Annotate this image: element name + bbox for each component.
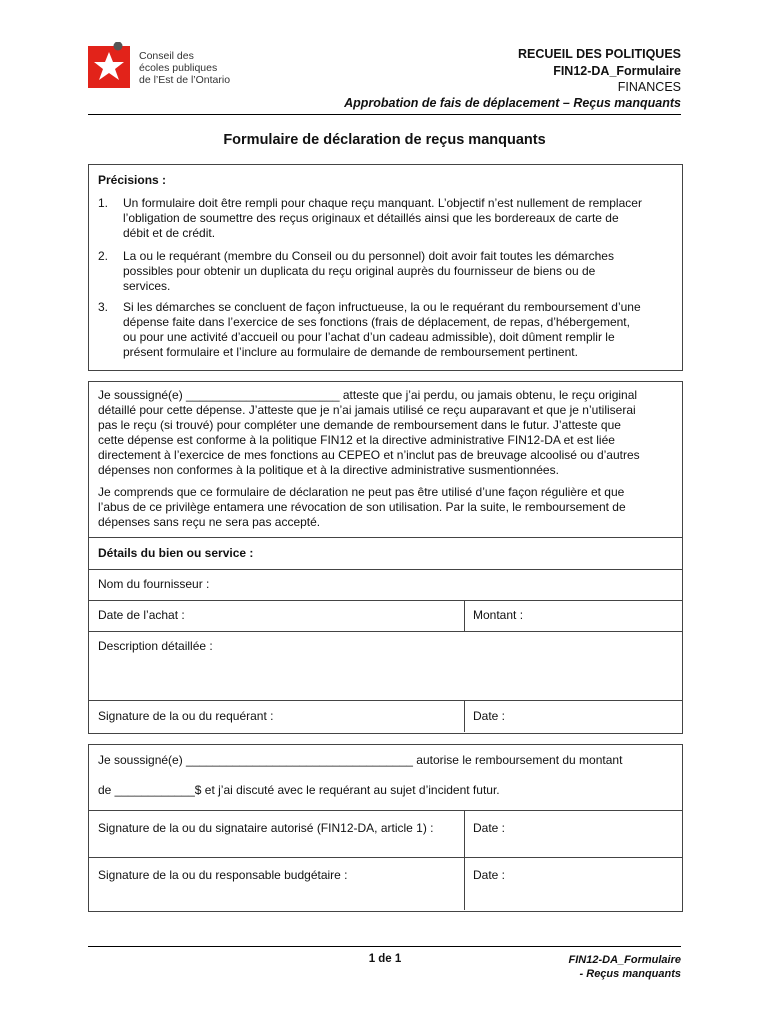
column-divider [464,700,465,732]
item-number: 1. [98,196,109,210]
text-line: l’obligation de soumettre des reçus originaux et détaillés ainsi que les bordereaux de carte de [123,211,619,225]
text-line: cette dépense est conforme à la politique FIN12 et la directive administrative FIN12-DA et est liée [98,433,615,447]
row-divider [89,569,682,570]
header-collection: RECUEIL DES POLITIQUES [518,47,681,61]
details-heading: Détails du bien ou service : [98,546,254,560]
row-divider [89,537,682,538]
authorization-line-2: de ____________$ et j’ai discuté avec le requérant au sujet d’incident futur. [98,783,500,797]
item-number: 3. [98,300,109,314]
authorization-line-1: Je soussigné(e) __________________________________ autorise le remboursement du montant [98,753,623,767]
header-department: FINANCES [617,80,681,94]
supplier-name-field[interactable]: Nom du fournisseur : [98,577,210,591]
row-divider [89,857,682,858]
row-divider [89,700,682,701]
text-line: directement à l’exercice de mes fonctions au CEPEO et n’inclut pas de breuvage alcoolisé ou d’autres [98,448,640,462]
text-line: présent formulaire et l’inclure au formulaire de demande de remboursement pertinent. [123,345,578,359]
amount-field[interactable]: Montant : [473,608,524,622]
text-line: Je soussigné(e) _______________________ atteste que j’ai perdu, ou jamais obtenu, le reçu original [98,388,638,402]
footer-reference [569,953,681,981]
declaration-paragraph-2 [98,485,626,530]
text-line: dépenses non conformes à la politique et à la directive administrative susmentionnées. [98,463,559,477]
text-line: Si les démarches se concluent de façon infructueuse, la ou le requérant du remboursement d’une [123,300,641,314]
precisions-heading: Précisions : [98,173,167,187]
requester-date-field[interactable]: Date : [473,709,506,723]
text-line: débit et de crédit. [123,226,216,240]
requester-signature-field[interactable]: Signature de la ou du requérant : [98,709,274,723]
signatory-date-field[interactable]: Date : [473,821,506,835]
logo-line-2: écoles publiques [139,62,218,74]
text-line: l’abus de ce privilège entamera une révocation de son utilisation. Par la suite, le remboursement de [98,500,626,514]
signatory-signature-field[interactable]: Signature de la ou du signataire autorisé (FIN12-DA, article 1) : [98,821,434,835]
text-line: dépenses sans reçu ne sera pas accepté. [98,515,321,529]
budget-manager-date-field[interactable]: Date : [473,868,506,882]
declaration-paragraph-1 [98,388,640,478]
row-divider [89,631,682,632]
declaration-box [88,381,683,734]
precision-item-1 [123,196,642,241]
text-line: détaillé pour cette dépense. J’atteste que je n’ai jamais utilisé ce reçu auparavant et que je n’utiliserai [98,403,636,417]
authorization-box [88,744,683,912]
header-subject: Approbation de fais de déplacement – Reçus manquants [344,96,681,110]
page-number: 1 de 1 [368,953,402,965]
column-divider [464,600,465,631]
purchase-date-field[interactable]: Date de l’achat : [98,608,185,622]
footer-divider [88,946,681,947]
text-line: ou pour une activité d’accueil ou pour l’achat d’un cadeau admissible), doit dûment remplir le [123,330,615,344]
footer-reference-line-2: - Reçus manquants [579,968,681,980]
text-line: services. [123,279,171,293]
precisions-box [88,164,683,371]
footer-reference-line-1: FIN12-DA_Formulaire [568,954,681,966]
precision-item-3 [123,300,641,360]
text-line: possibles pour obtenir un duplicata du reçu original auprès du fournisseur de biens ou de [123,264,596,278]
row-divider [89,810,682,811]
logo-line-3: de l’Est de l’Ontario [139,74,231,86]
text-line: pas le reçu (si trouvé) pour compléter une demande de remboursement dans le futur. J’atteste que [98,418,621,432]
text-line: Je comprends que ce formulaire de déclaration ne peut pas être utilisé d’une façon régulière et que [98,485,625,499]
logo-line-1: Conseil des [139,50,194,62]
logo-text [139,50,230,86]
budget-manager-signature-field[interactable]: Signature de la ou du responsable budgétaire : [98,868,348,882]
column-divider [464,810,465,910]
header-form-code: FIN12-DA_Formulaire [553,64,681,78]
precision-item-2 [123,249,614,294]
page-title: Formulaire de déclaration de reçus manquants [223,132,546,148]
text-line: dépense faite dans l’exercice de ses fonctions (frais de déplacement, de repas, d’hébergement, [123,315,630,329]
header-divider [88,114,681,115]
item-number: 2. [98,249,109,263]
row-divider [89,600,682,601]
text-line: Un formulaire doit être rempli pour chaque reçu manquant. L’objectif n’est nullement de remplacer [123,196,642,210]
text-line: La ou le requérant (membre du Conseil ou du personnel) doit avoir fait toutes les démarches [123,249,614,263]
description-field[interactable]: Description détaillée : [98,639,213,653]
